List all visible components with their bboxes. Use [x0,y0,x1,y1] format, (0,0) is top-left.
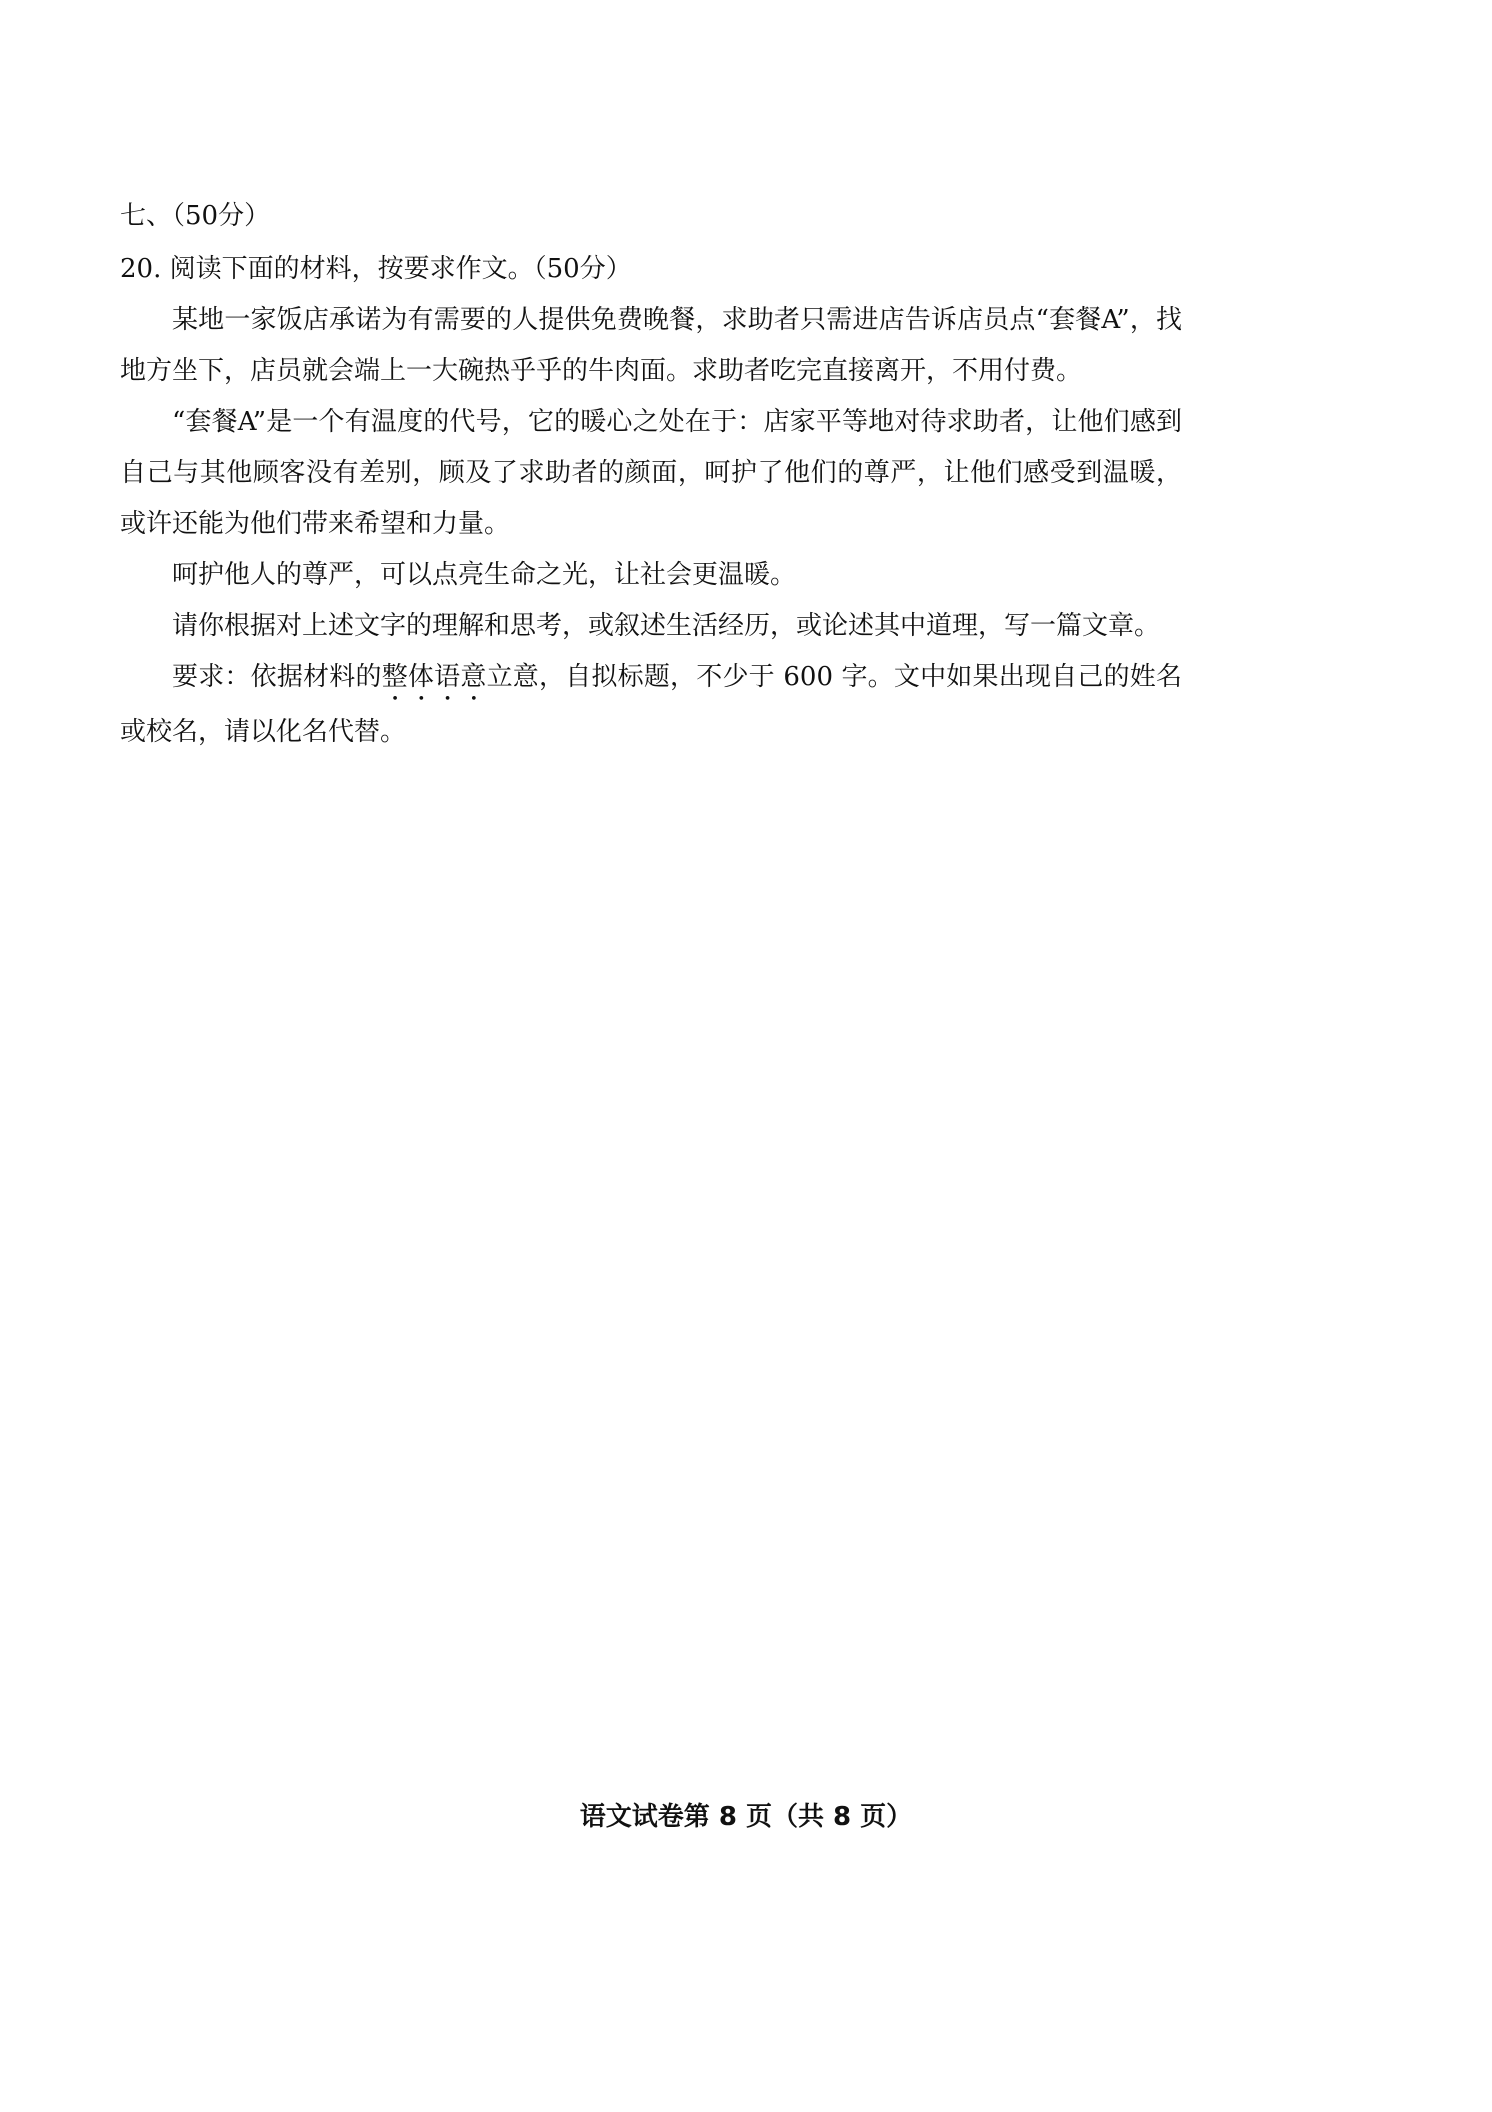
section-heading: 七、（50分） [120,201,271,231]
material-paragraph-2: “套餐A”是一个有温度的代号，它的暖心之处在于：店家平等地对待求助者，让他们感到自己与其他顾客没有差别，顾及了求助者的颜面，呵护了他们的尊严，让他们感受到温暖，或许还能为他们带来希望和力量。 [120,407,1182,539]
page-footer: 语文试卷第 8 页（共 8 页） [579,1802,913,1832]
requirements-intro: 要求：依据材料的 [172,662,382,692]
requirements-paragraph [120,652,1182,758]
requirements-rest: 立意，自拟标题，不少于 600 字。文中如果出现自己的姓名或校名，请以化名代替。 [120,662,1182,747]
task-instruction: 请你根据对上述文字的理解和思考，或叙述生活经历，或论述其中道理，写一篇文章。 [172,611,1161,641]
material-paragraph-3: 呵护他人的尊严，可以点亮生命之光，让社会更温暖。 [172,560,797,590]
requirements-emphasis: 整体语意 [381,662,487,692]
question-prompt: 20. 阅读下面的材料，按要求作文。（50分） [120,254,632,284]
material-paragraph-1: 某地一家饭店承诺为有需要的人提供免费晚餐，求助者只需进店告诉店员点“套餐A”，找地方坐下，店员就会端上一大碗热乎乎的牛肉面。求助者吃完直接离开，不用付费。 [120,305,1182,386]
